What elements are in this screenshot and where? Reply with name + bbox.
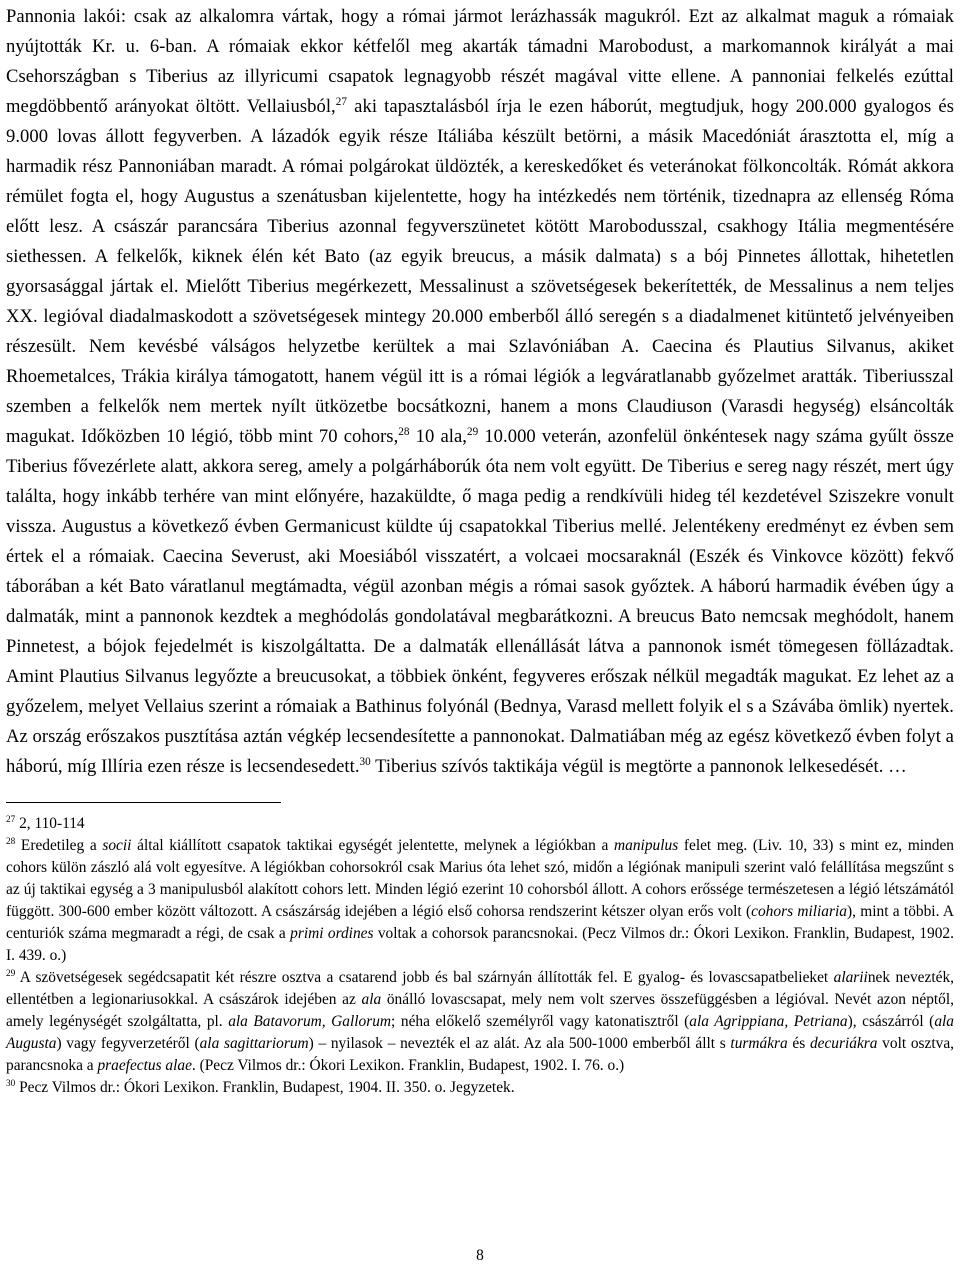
footnote-italic: ala Agrippiana, Petriana <box>689 1013 848 1030</box>
footnote-text: ; néha előkelő személyről vagy katonatisztről ( <box>391 1013 690 1030</box>
footnote-text: nek nevezték, ellentétben a legionariusokkal. A császárok idejében az <box>6 969 954 1008</box>
footnote-italic: primi ordines <box>290 925 374 942</box>
footnote-28 <box>6 835 954 967</box>
footnote-29 <box>6 967 954 1077</box>
footnote-text: Eredetileg a <box>15 837 103 854</box>
footnote-italic: turmákra <box>730 1035 788 1052</box>
footnote-italic: praefectus alae <box>97 1057 192 1074</box>
body-text: Pannonia lakói: csak az alkalomra vártak, hogy a római jármot lerázhassák magukról. Ezt az alkalmat maguk a rómaiak nyújtották Kr. u. 6-ban. A rómaiak ekkor kétfelől meg akarták támadni Marobodust, a markomannok királyát a mai Csehországban s Tiberius az illyricumi csapatok legnagyobb részét magával vitte ellene. A pannoniai felkelés ezúttal megdöbbentő arányokat öltött. Vellaiusból, <box>6 6 954 117</box>
footnote-text: önálló lovascsapat, mely nem volt szerves összefüggésben a légióval. Nevét azon néptől, amely legénységét szolgáltatta, pl. <box>6 991 954 1030</box>
footnote-ref-27[interactable]: 27 <box>335 96 348 109</box>
footnote-number: 27 <box>6 814 16 825</box>
footnote-italic: ala <box>361 991 382 1008</box>
footnote-italic: ala Augusta <box>6 1013 954 1052</box>
footnote-number: 30 <box>6 1078 16 1089</box>
page-number: 8 <box>476 1247 484 1264</box>
footnote-ref-29[interactable]: 29 <box>466 426 479 439</box>
footnote-ref-28[interactable]: 28 <box>398 426 410 439</box>
footnote-text: Pecz Vilmos dr.: Ókori Lexikon. Franklin, Budapest, 1904. II. 350. o. Jegyzetek. <box>15 1079 515 1096</box>
body-paragraph <box>6 2 954 782</box>
body-text: aki tapasztalásból írja le ezen háborút, megtudjuk, hogy 200.000 gyalogos és 9.000 lovas állott fegyverben. A lázadók egyik része Itáliába készült betörni, a másik Macedóniát árasztotta el, míg a harmadik rész Pannoniában maradt. A római polgárokat üldözték, a kereskedőket és veteránokat fölkoncolták. Rómát akkora rémület fogta el, hogy Augustus a szenátusban kijelentette, hogy ha intézkedés nem történik, tizednapra az ellenség Róma előtt lesz. A császár parancsára Tiberius azonnal fegyverszünetet kötött Marobodusszal, csakhogy Itália megmentésére siethessen. A felkelők, kiknek élén két Bato (az egyik breucus, a másik dalmata) s a bój Pinnetes állottak, hihetetlen gyorsasággal jártak el. Mielőtt Tiberius megérkezett, Messalinust a szövetségesek bekerítették, de Messalinus a nem teljes XX. legióval diadalmaskodott a szövetségesek mintegy 20.000 emberből álló seregén s a diadalmenet kitüntető jelvényeiben részesült. Nem kevésbé válságos helyzetbe kerültek a mai Szlavóniában A. Caecina és Plautius Silvanus, akiket Rhoemetalces, Trákia királya támogatott, hanem végül itt is a római légiók a legváratlanabb győzelmet aratták. Tiberiusszal szemben a felkelők nem mertek nyílt ütközetbe bocsátkozni, hanem a mons Claudiuson (Varasdi hegység) elsáncolták magukat. Időközben 10 légió, több mint 70 cohors, <box>6 96 954 447</box>
footnote-italic: ala Batavorum, Gallorum <box>228 1013 392 1030</box>
footnote-text: ), mint a többi. A centuriók száma megmaradt a régi, de csak a <box>6 903 954 942</box>
footnote-italic: decuriákra <box>809 1035 878 1052</box>
footnote-27 <box>6 813 954 835</box>
footnote-italic: ala sagittariorum <box>199 1035 309 1052</box>
footnote-text: A szövetségesek segédcsapatit két részre osztva a csatarend jobb és bal szárnyán állították fel. E gyalog- és lovascsapatbelieket <box>15 969 834 986</box>
footnote-italic: cohors miliaria <box>751 903 847 920</box>
footnote-text: 2, 110-114 <box>15 815 85 832</box>
body-text: 10 ala, <box>409 426 467 447</box>
footnote-italic: manipulus <box>614 837 679 854</box>
body-text: Tiberius szívós taktikája végül is megtörte a pannonok lelkesedését. … <box>370 756 907 777</box>
footnote-text: ) – nyilasok – nevezték el az alát. Az ala 500-1000 emberből állt s <box>308 1035 731 1052</box>
footnote-ref-30[interactable]: 30 <box>359 756 371 769</box>
body-text: 10.000 veterán, azonfelül önkéntesek nagy száma gyűlt össze Tiberius fővezérlete alatt, akkora sereg, amely a polgárháborúk óta nem volt együtt. De Tiberius e sereg nagy részét, mert úgy találta, hogy inkább terhére van mint előnyére, hazaküldte, ő maga pedig a rendkívüli hideg tél kezdetével Sziszekre vonult vissza. Augustus a következő évben Germanicust küldte új csapatokkal Tiberius mellé. Jelentékeny eredményt ez évben sem értek el a rómaiak. Caecina Severust, aki Moesiából visszatért, a volcaei mocsaraknál (Eszék és Vinkovce között) fekvő táborában a két Bato váratlanul megtámadta, végül azonban mégis a római sasok győztek. A háború harmadik évében úgy a dalmaták, mint a pannonok kezdtek a meghódolás gondolatával megbarátkozni. A breucus Bato nemcsak meghódolt, hanem Pinnetest, a bójok fejedelmét is kiszolgáltatta. De a dalmaták ellenállását látva a pannonok ismét tömegesen föllázadtak. Amint Plautius Silvanus legyőzte a breucusokat, a többiek önként, fegyveres erőszak nélkül megadták magukat. Ez lehet az a győzelem, melyet Vellaius szerint a rómaiak a Bathinus folyónál (Bednya, Varasd mellett folyik el s a Szávába ömlik) nyertek. Az ország erőszakos pusztítása aztán végkép lecsendesítette a pannonokat. Dalmatiában még az egész következő évben folyt a háború, míg Illíria ezen része is lecsendesedett. <box>6 426 954 777</box>
footnote-text: volt osztva, parancsnoka a <box>6 1035 954 1074</box>
footnote-number: 29 <box>6 968 16 979</box>
footnote-text: és <box>787 1035 810 1052</box>
footnote-italic: alarii <box>833 969 868 986</box>
footnote-separator <box>6 802 281 803</box>
footnote-italic: socii <box>102 837 132 854</box>
footnote-text: ), császárról ( <box>847 1013 935 1030</box>
footnote-text: ) vagy fegyverzetéről ( <box>56 1035 200 1052</box>
footnotes <box>6 813 954 1099</box>
footnote-text: felet meg. (Liv. 10, 33) s mint ez, minden cohors külön zászló alá volt egyesítve. A légiókban cohorsokról csak Marius óta lehet szó, midőn a légiónak manipuli szerint való felállítása megszűnt s az új taktikai egység a 3 manipulusból alakított cohors lett. Minden légió ezerint 10 cohorsból állott. A cohors erőssége természetesen a légió létszámától függött. 300-600 ember között változott. A császárság idejében a légió első cohorsa rendszerint kétszer olyan erős volt ( <box>6 837 954 920</box>
footnote-30 <box>6 1077 954 1099</box>
footnote-number: 28 <box>6 836 16 847</box>
footnote-text: voltak a cohorsok parancsnokai. (Pecz Vilmos dr.: Ókori Lexikon. Franklin, Budapest, 1902. I. 439. o.) <box>6 925 954 964</box>
footnote-text: . (Pecz Vilmos dr.: Ókori Lexikon. Franklin, Budapest, 1902. I. 76. o.) <box>191 1057 625 1074</box>
footnote-text: által kiállított csapatok taktikai egységét jelentette, melynek a légiókban a <box>131 837 615 854</box>
